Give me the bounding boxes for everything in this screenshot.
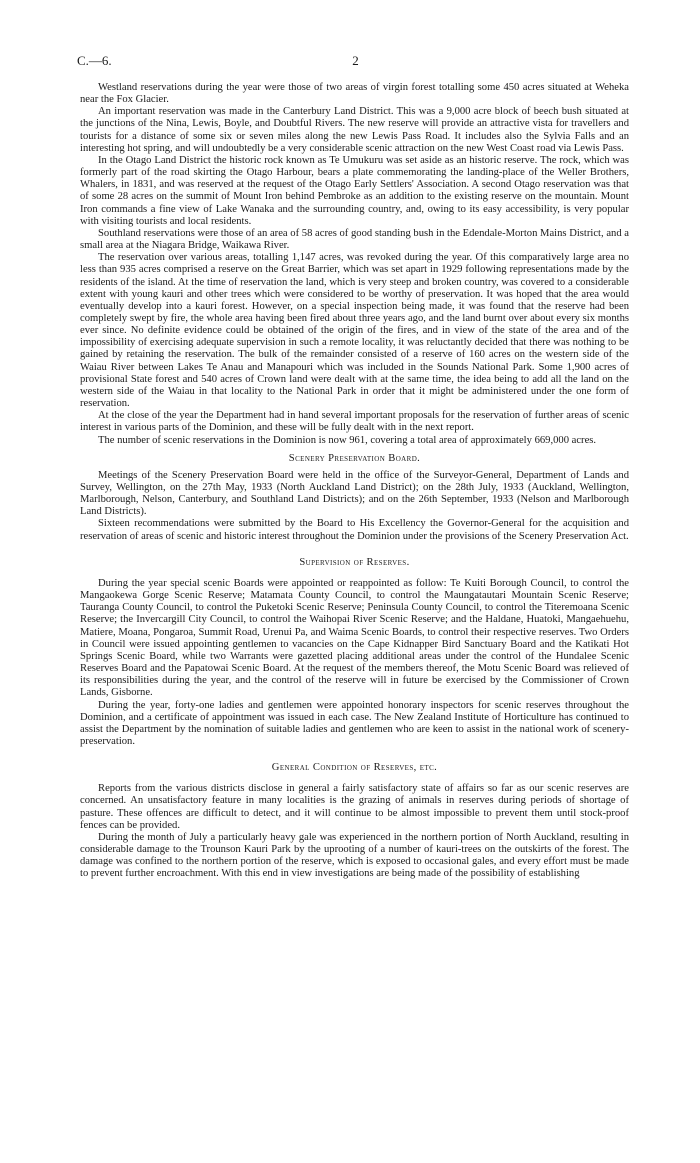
section-heading-condition: General Condition of Reserves, etc.	[271, 762, 438, 774]
paragraph: Westland reservations during the year were those of two areas of virgin forest totalling some 450 acres situated at Weheka near the Fox Glacier.	[80, 82, 629, 106]
document-reference: C.—6.	[77, 53, 112, 68]
paragraph: Sixteen recommendations were submitted by the Board to His Excellency the Governor-General for the acquisition and reservation of areas of scenic and historic interest throughout the Dominion under the provisions of the Scenery Preservation Act.	[80, 518, 629, 542]
paragraph: During the year special scenic Boards were appointed or reappointed as follow: Te Kuiti Borough Council, to control the Mangaokewa Gorge Scenic Reserve; Matamata County Council, to control the Maungatautari Mountain Scenic Reserve; Tauranga County Council, to control the Puketoki Scenic Reserve; Peninsula County Council, to control the Titeremoana Scenic Reserve; the Invercargill City Council, to control the Waihopai River Scenic Reserve; and the Haldane, Huatoki, Mangaehuehu, Matiere, Moana, Pongaroa, Summit Road, Urenui Pa, and Waima Scenic Boards, to control their respective reserves. Two Orders in Council were issued appointing gentlemen to vacancies on the Cape Kidnapper Bird Sanctuary Board and the Katikati Hot Springs Scenic Board, while two Warrants were gazetted placing additional areas under the control of the Hundalee Scenic Reserves Board and the Papatowai Scenic Board. At the request of the members thereof, the Motu Scenic Board was relieved of its responsibilities during the year, and the control of the reserve will in future be exercised by the Commissioner of Crown Lands, Gisborne.	[80, 577, 629, 699]
page-number: 2	[352, 53, 359, 68]
paragraph: During the year, forty-one ladies and gentlemen were appointed honorary inspectors for scenic reserves throughout the Dominion, and a certificate of appointment was issued in each case. The New Zealand Institute of Horticulture has continued to assist the Department by the nomination of suitable ladies and gentlemen who are keen to assist in the national work of scenery-preservation.	[80, 699, 629, 747]
paragraph: The reservation over various areas, totalling 1,147 acres, was revoked during the year. Of this comparatively large area no less than 935 acres comprised a reserve on the Great Barrier, which was set apart in 1929 following representations made by the residents of the island. At the time of reservation the land, which is very steep and broken country, was covered to a considerable extent with young kauri and other trees which were considered to be worthy of preservation. It was hoped that the area would eventually develop into a kauri forest. However, on a special inspection being made, it was found that the reserve had been completely swept by fire, the whole area having been fired about three years ago, and the land burnt over about every six months ever since. No definite evidence could be obtained of the origin of the fires, and in view of the state of the area and of the impossibility of exercising adequate supervision in such a remote locality, it was reluctantly decided that there was nothing to be gained by retaining the reservation. The bulk of the remainder consisted of a reserve of 160 acres on the western side of the Waiau River between Lakes Te Anau and Manapouri which was included in the Sounds National Park. Some 1,900 acres of provisional State forest and 540 acres of Crown land were dealt with at the same time, the idea being to add all the land on the western side of the Waiau in that locality to the National Park in order that it might be administered under the one form of reservation.	[80, 252, 629, 410]
paragraph: Meetings of the Scenery Preservation Board were held in the office of the Surveyor-General, Department of Lands and Survey, Wellington, on the 27th May, 1933 (North Auckland Land District); on the 28th July, 1933 (Auckland, Wellington, Marlborough, Nelson, Canterbury, and Southland Land Districts); and on the 26th September, 1933 (Nelson and Marlborough Land Districts).	[80, 469, 629, 518]
section-heading-supervision: Supervision of Reserves.	[299, 556, 410, 568]
section-heading-board: Scenery Preservation Board.	[288, 452, 421, 464]
page-header	[77, 53, 634, 71]
paragraph: In the Otago Land District the historic rock known as Te Umukuru was set aside as an historic reserve. The rock, which was formerly part of the road skirting the Otago Harbour, bears a plate commemorating the landing-place of the Weller Brothers, Whalers, in 1831, and was reserved at the request of the Otago Early Settlers' Association. A second Otago reservation was that of some 28 acres on the summit of Mount Iron behind Pembroke as an addition to the existing reserve on the mountain. Mount Iron commands a fine view of Lake Wanaka and the surrounding country, and, owing to its easy accessibility, is very popular with visiting tourists and local residents.	[80, 154, 629, 227]
document-body	[80, 82, 629, 881]
paragraph: During the month of July a particularly heavy gale was experienced in the northern portion of North Auckland, resulting in considerable damage to the Trounson Kauri Park by the uprooting of a number of kauri-trees on the outskirts of the forest. The damage was confined to the northern portion of the reserve, which is exposed to occasional gales, and every effort must be made to prevent further encroachment. With this end in view investigations are being made of the possibility of establishing	[80, 831, 629, 880]
paragraph: An important reservation was made in the Canterbury Land District. This was a 9,000 acre block of beech bush situated at the junctions of the Nina, Lewis, Boyle, and Doubtful Rivers. The new reserve will provide an attractive vista for travellers and tourists for a distance of some six or seven miles along the new Lewis Pass Road. It includes also the Sylvia Falls and an interesting hot spring, and will undoubtedly be a very considerable scenic attraction on the new West Coast road via Lewis Pass.	[80, 106, 629, 154]
paragraph: Southland reservations were those of an area of 58 acres of good standing bush in the Edendale-Morton Mains District, and a small area at the Niagara Bridge, Waikawa River.	[80, 227, 629, 252]
paragraph: At the close of the year the Department had in hand several important proposals for the reservation of further areas of scenic interest in various parts of the Dominion, and these will be fully dealt with in the next report.	[80, 410, 629, 434]
paragraph: Reports from the various districts disclose in general a fairly satisfactory state of affairs so far as our scenic reserves are concerned. An unsatisfactory feature in many localities is the grazing of animals in reserves during periods of shortage of pasture. These offences are difficult to detect, and it will continue to be almost impossible to prevent them until stock-proof fences can be provided.	[80, 783, 629, 831]
paragraph: The number of scenic reservations in the Dominion is now 961, covering a total area of approximately 669,000 acres.	[98, 434, 597, 446]
